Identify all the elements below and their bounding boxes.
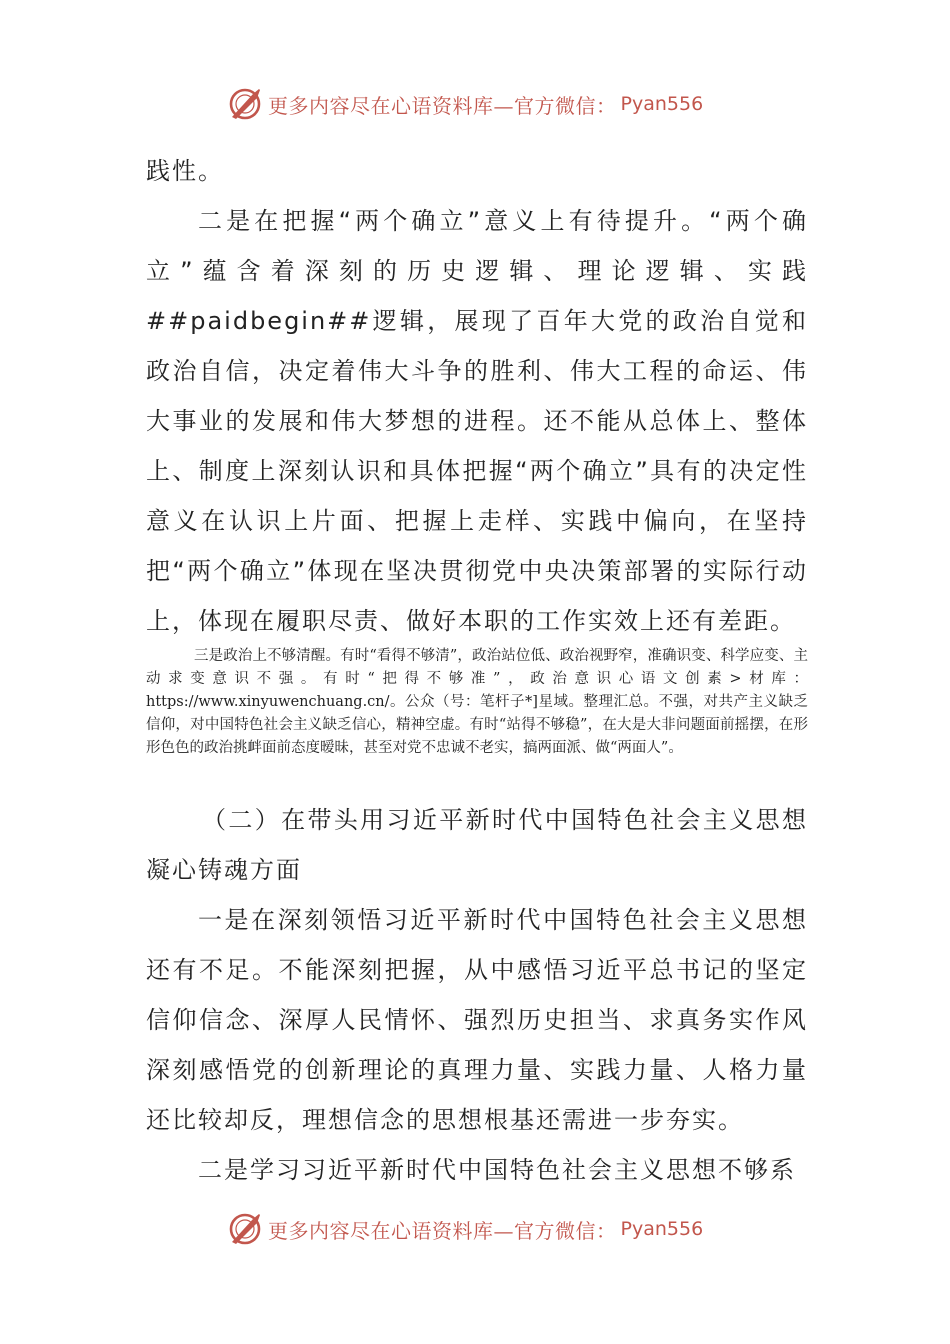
paragraph-political-awareness: 三是政治上不够清醒。有时“看得不够清”，政治站位低、政治视野窄，准确识变、科学应变、主动求变意识不强。有时“把得不够准”，政治意识心语文创素>材库：https://www.xinyuwenchuang.cn/。公众（号：笔杆子*]星域。整理汇总。不强，对共产主义缺乏信仰，对中国特色社会主义缺乏信心，精神空虚。有时“站得不够稳”，在大是大非问题面前摇摆，在形形色色的政治挑衅面前态度暧昧，甚至对党不忠诚不老实，搞两面派、做“两面人”。 <box>146 648 808 756</box>
pen-nib-circle-icon <box>228 87 262 121</box>
header-banner-text: 更多内容尽在心语资料库—官方微信： <box>268 93 617 118</box>
paragraph-deep-understanding: 一是在深刻领悟习近平新时代中国特色社会主义思想还有不足。不能深刻把握，从中感悟习近平总书记的坚定信仰信念、深厚人民情怀、强烈历史担当、求真务实作风深刻感悟党的创新理论的真理力量、实践力量、人格力量还比较却反，理想信念的思想根基还需进一步夯实。 <box>146 906 808 1134</box>
section-heading: （二）在带头用习近平新时代中国特色社会主义思想凝心铸魂方面 <box>146 806 808 884</box>
paragraph-systematic-study: 二是学习习近平新时代中国特色社会主义思想不够系 <box>198 1156 796 1184</box>
footer-banner-text: 更多内容尽在心语资料库—官方微信： <box>268 1218 617 1243</box>
header-wechat-id: Pyan556 <box>620 93 704 115</box>
header-banner <box>0 84 950 124</box>
footer-wechat-id: Pyan556 <box>620 1218 704 1240</box>
pen-nib-circle-icon <box>228 1212 262 1246</box>
paragraph-two-establishments: 二是在把握“两个确立”意义上有待提升。“两个确立”蕴含着深刻的历史逻辑、理论逻辑、实践##paidbegin##逻辑，展现了百年大党的政治自觉和政治自信，决定着伟大斗争的胜利、伟大工程的命运、伟大事业的发展和伟大梦想的进程。还不能从总体上、整体上、制度上深刻认识和具体把握“两个确立”具有的决定性意义在认识上片面、把握上走样、实践中偏向，在坚持把“两个确立”体现在坚决贯彻党中央决策部署的实际行动上，体现在履职尽责、做好本职的工作实效上还有差距。 <box>146 207 808 635</box>
footer-banner <box>0 1209 950 1249</box>
paragraph-continuation: 践性。 <box>146 157 224 185</box>
footer-banner-content <box>228 1209 703 1249</box>
header-banner-content <box>228 84 703 124</box>
